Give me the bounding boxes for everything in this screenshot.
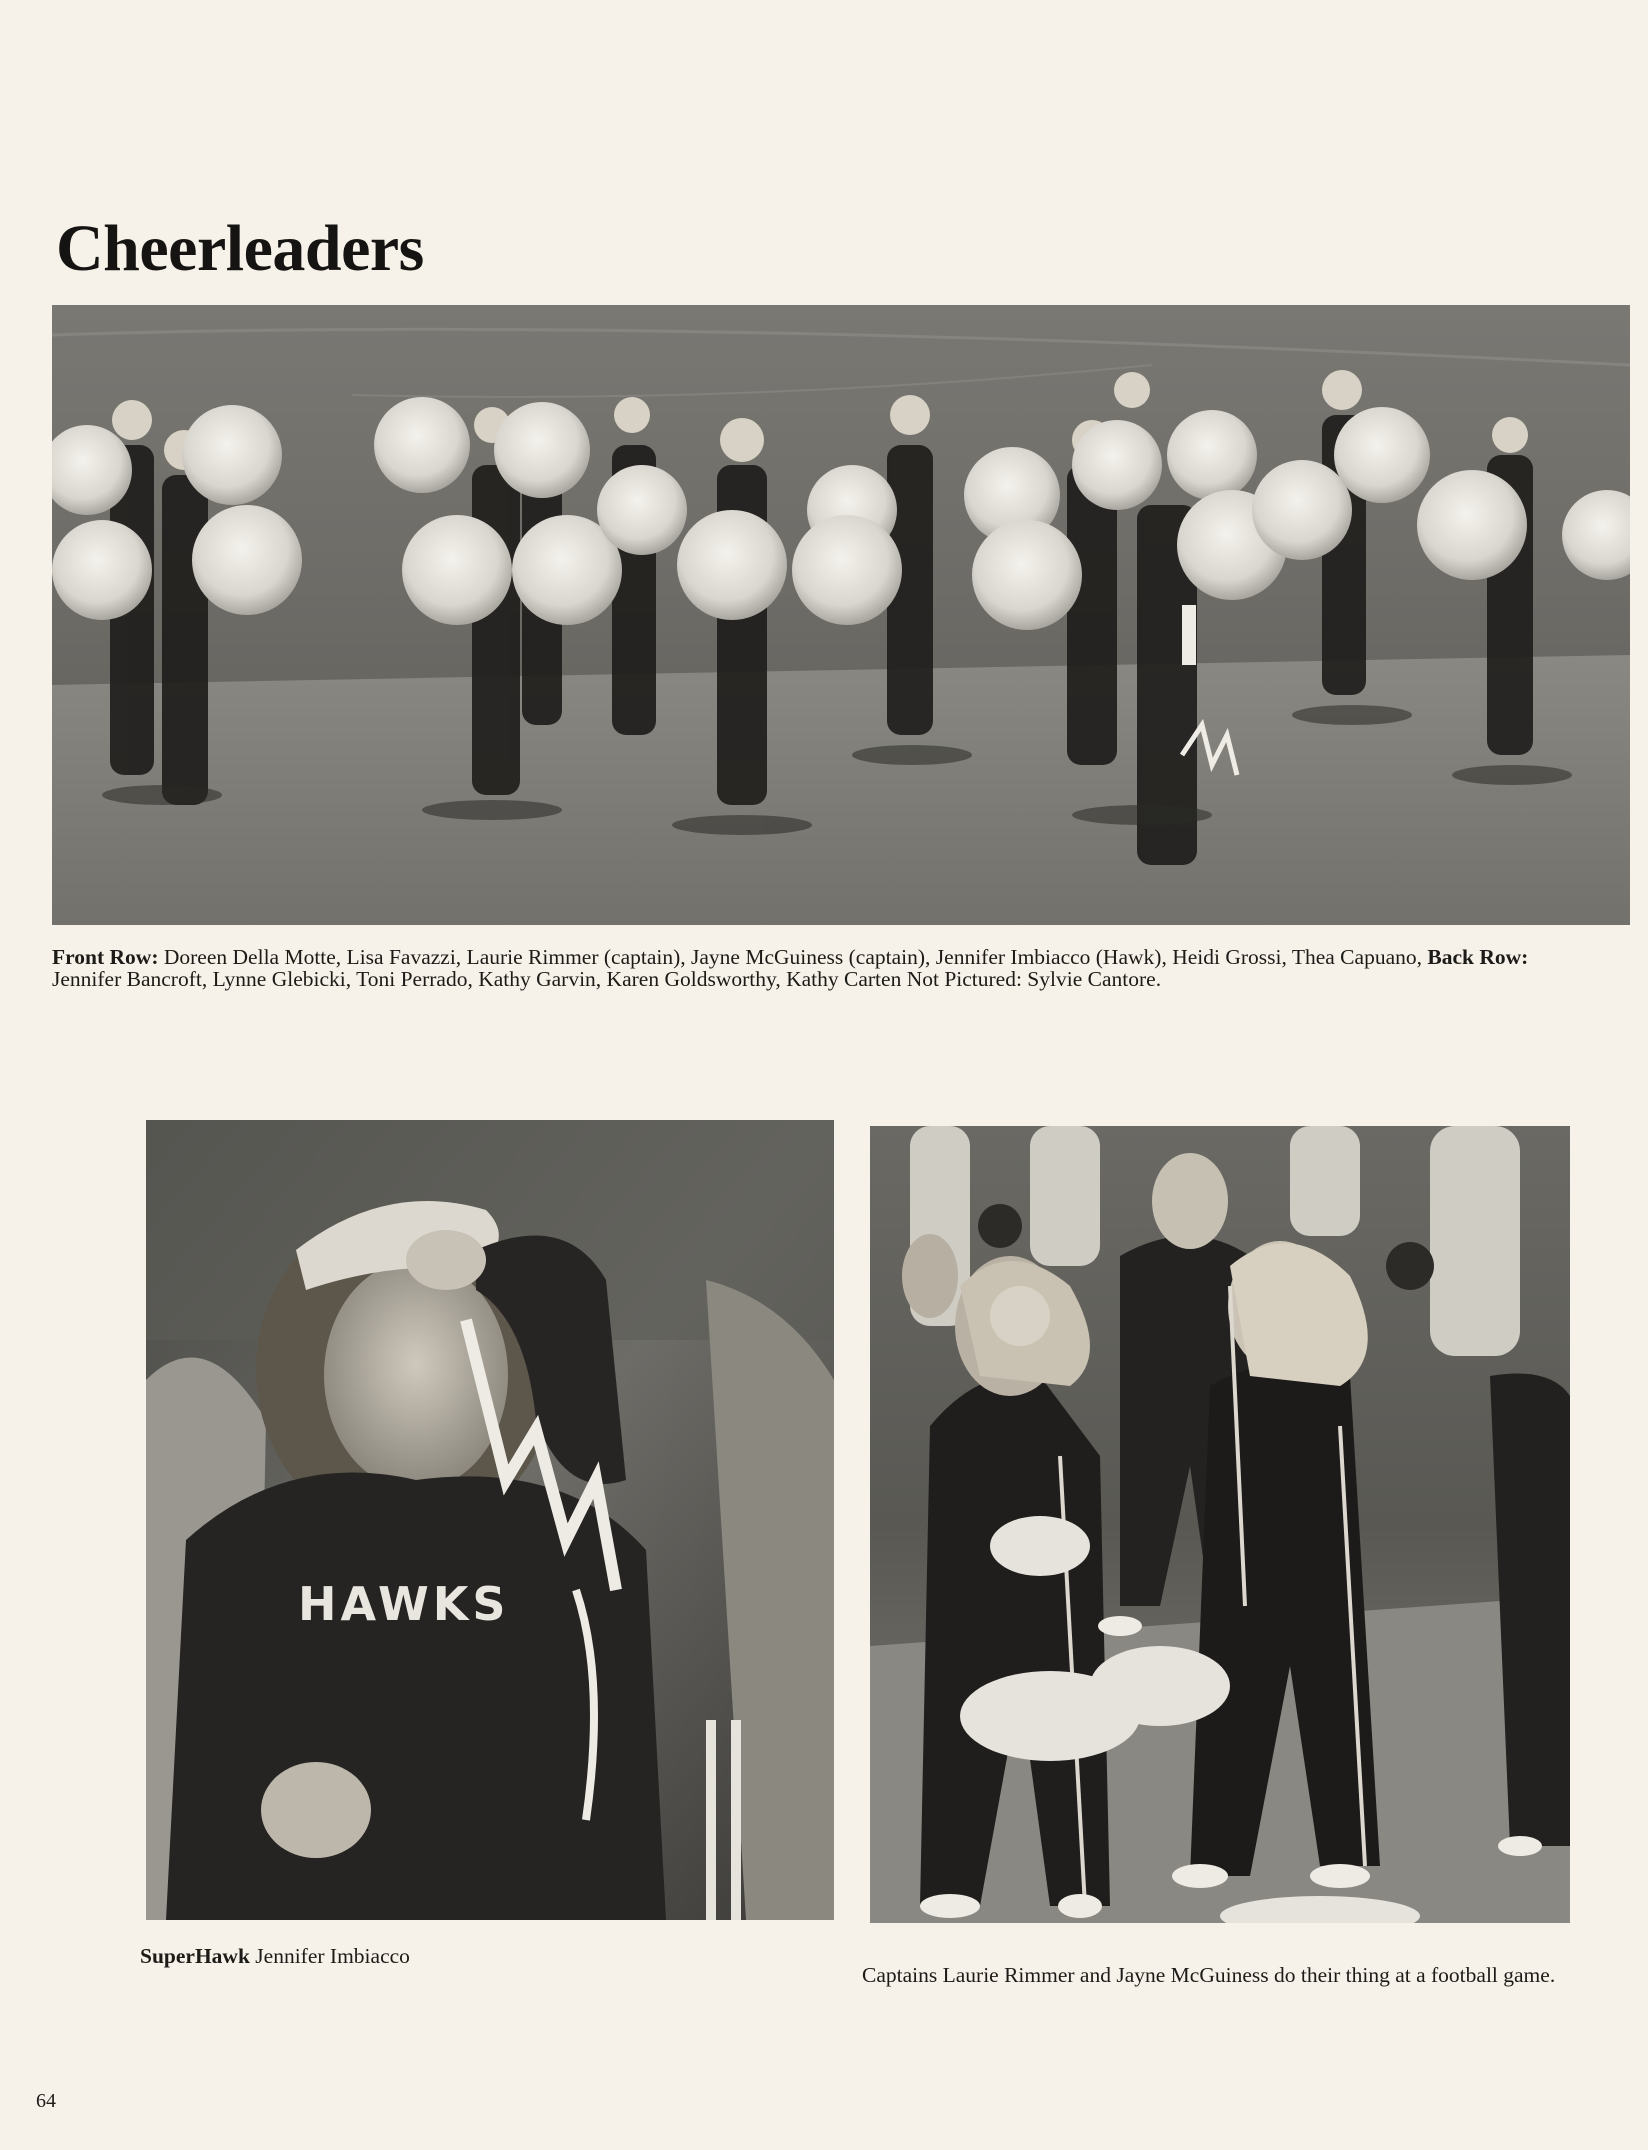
captains-cheering-photo: [870, 1126, 1570, 1923]
superhawk-photo-image: [146, 1120, 834, 1920]
group-photo-image: [52, 305, 1630, 925]
superhawk-label: SuperHawk: [140, 1944, 250, 1968]
captains-photo-image: [870, 1126, 1570, 1923]
hawks-shirt-text: HAWKS: [298, 1577, 510, 1631]
front-row-label: Front Row:: [52, 945, 159, 969]
superhawk-name: Jennifer Imbiacco: [255, 1944, 410, 1968]
superhawk-caption: [140, 1945, 640, 1967]
captains-caption: Captains Laurie Rimmer and Jayne McGuiness do their thing at a football game.: [862, 1963, 1556, 1987]
group-photo-caption: [52, 946, 1552, 990]
page-number: 64: [36, 2090, 56, 2112]
superhawk-photo: [146, 1120, 834, 1920]
front-row-names: Doreen Della Motte, Lisa Favazzi, Laurie Rimmer (captain), Jayne McGuiness (captain), Jennifer Imbiacco (Hawk), Heidi Grossi, Thea Capuano,: [163, 945, 1422, 969]
page-title: Cheerleaders: [56, 212, 424, 285]
back-row-names: Jennifer Bancroft, Lynne Glebicki, Toni Perrado, Kathy Garvin, Karen Goldsworthy, Kathy Carten Not Pictured: Sylvie Cantore.: [52, 967, 1162, 991]
back-row-label: Back Row:: [1427, 945, 1529, 969]
group-cheerleaders-photo: [52, 305, 1630, 925]
